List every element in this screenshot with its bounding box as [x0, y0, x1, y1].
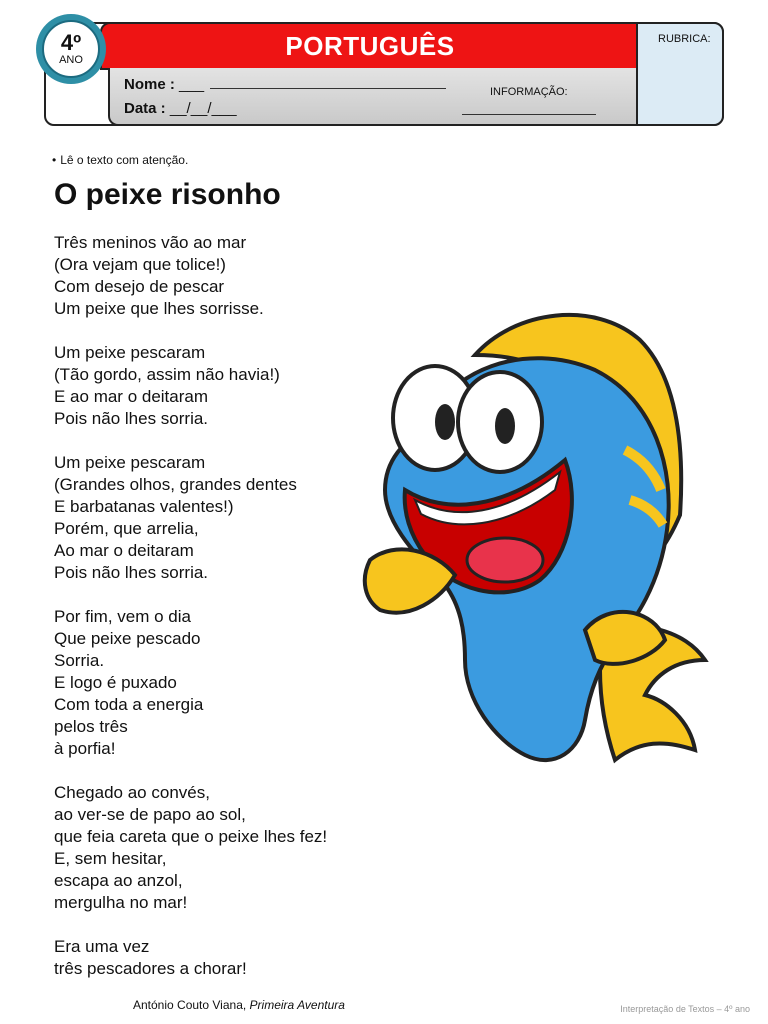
poem-line: (Grandes olhos, grandes dentes — [54, 475, 297, 494]
poem-line: escapa ao anzol, — [54, 871, 183, 890]
poem-line: Chegado ao convés, — [54, 783, 210, 802]
poem-line: que feia careta que o peixe lhes fez! — [54, 827, 328, 846]
poem-line: Três meninos vão ao mar — [54, 233, 247, 252]
poem-line: Com desejo de pescar — [54, 277, 225, 296]
poem-line: E barbatanas valentes!) — [54, 497, 234, 516]
grade-number: 4º — [60, 30, 82, 55]
stanza — [54, 782, 327, 914]
author-name: António Couto Viana, — [133, 998, 247, 1012]
bullet-icon: • — [52, 153, 57, 167]
poem-line: Por fim, vem o dia — [54, 607, 191, 626]
instruction — [52, 153, 188, 167]
stanza — [54, 936, 327, 980]
grade-badge — [36, 14, 106, 84]
name-underline — [210, 78, 446, 89]
poem-line: E ao mar o deitaram — [54, 387, 209, 406]
info-line[interactable] — [462, 114, 596, 115]
poem-line: Era uma vez — [54, 937, 150, 956]
poem-line: mergulha no mar! — [54, 893, 188, 912]
stanza — [54, 606, 327, 760]
footer-text: Interpretação de Textos – 4º ano — [620, 1004, 750, 1014]
info-label: INFORMAÇÃO: — [490, 86, 568, 98]
poem-line: Um peixe pescaram — [54, 453, 206, 472]
subject-title: PORTUGUÊS — [100, 22, 640, 70]
poem-line: Porém, que arrelia, — [54, 519, 199, 538]
name-blank[interactable]: ___ — [179, 76, 205, 93]
poem-line: E logo é puxado — [54, 673, 177, 692]
author-credit — [133, 998, 345, 1012]
poem-line: E, sem hesitar, — [54, 849, 167, 868]
poem-line: à porfia! — [54, 739, 116, 758]
grade-label: ANO — [59, 54, 83, 66]
poem-line: Com toda a energia — [54, 695, 204, 714]
rubric-box[interactable] — [636, 22, 724, 126]
poem-body — [54, 232, 327, 1002]
book-title: Primeira Aventura — [249, 998, 345, 1012]
poem-line: Um peixe pescaram — [54, 343, 206, 362]
poem-line: Um peixe que lhes sorrisse. — [54, 299, 264, 318]
stanza — [54, 342, 327, 430]
stanza — [54, 232, 327, 320]
date-blank[interactable]: __/__/___ — [169, 100, 237, 117]
poem-title: O peixe risonho — [54, 178, 281, 211]
name-field[interactable] — [124, 76, 446, 93]
poem-line: Ao mar o deitaram — [54, 541, 194, 560]
poem-line: Que peixe pescado — [54, 629, 201, 648]
date-field[interactable] — [124, 100, 237, 117]
rubric-label: RUBRICA: — [658, 33, 711, 45]
cartoon-fish-icon — [355, 300, 720, 805]
poem-line: Pois não lhes sorria. — [54, 409, 209, 428]
poem-line: Pois não lhes sorria. — [54, 563, 209, 582]
poem-line: ao ver-se de papo ao sol, — [54, 805, 246, 824]
poem-line: três pescadores a chorar! — [54, 959, 247, 978]
poem-line: (Ora vejam que tolice!) — [54, 255, 226, 274]
student-info-bar — [108, 68, 638, 126]
instruction-text: Lê o texto com atenção. — [60, 153, 189, 167]
poem-line: Sorria. — [54, 651, 105, 670]
poem-line: (Tão gordo, assim não havia!) — [54, 365, 280, 384]
name-label: Nome : — [124, 76, 175, 93]
poem-line: pelos três — [54, 717, 128, 736]
date-label: Data : — [124, 100, 166, 117]
stanza — [54, 452, 327, 584]
